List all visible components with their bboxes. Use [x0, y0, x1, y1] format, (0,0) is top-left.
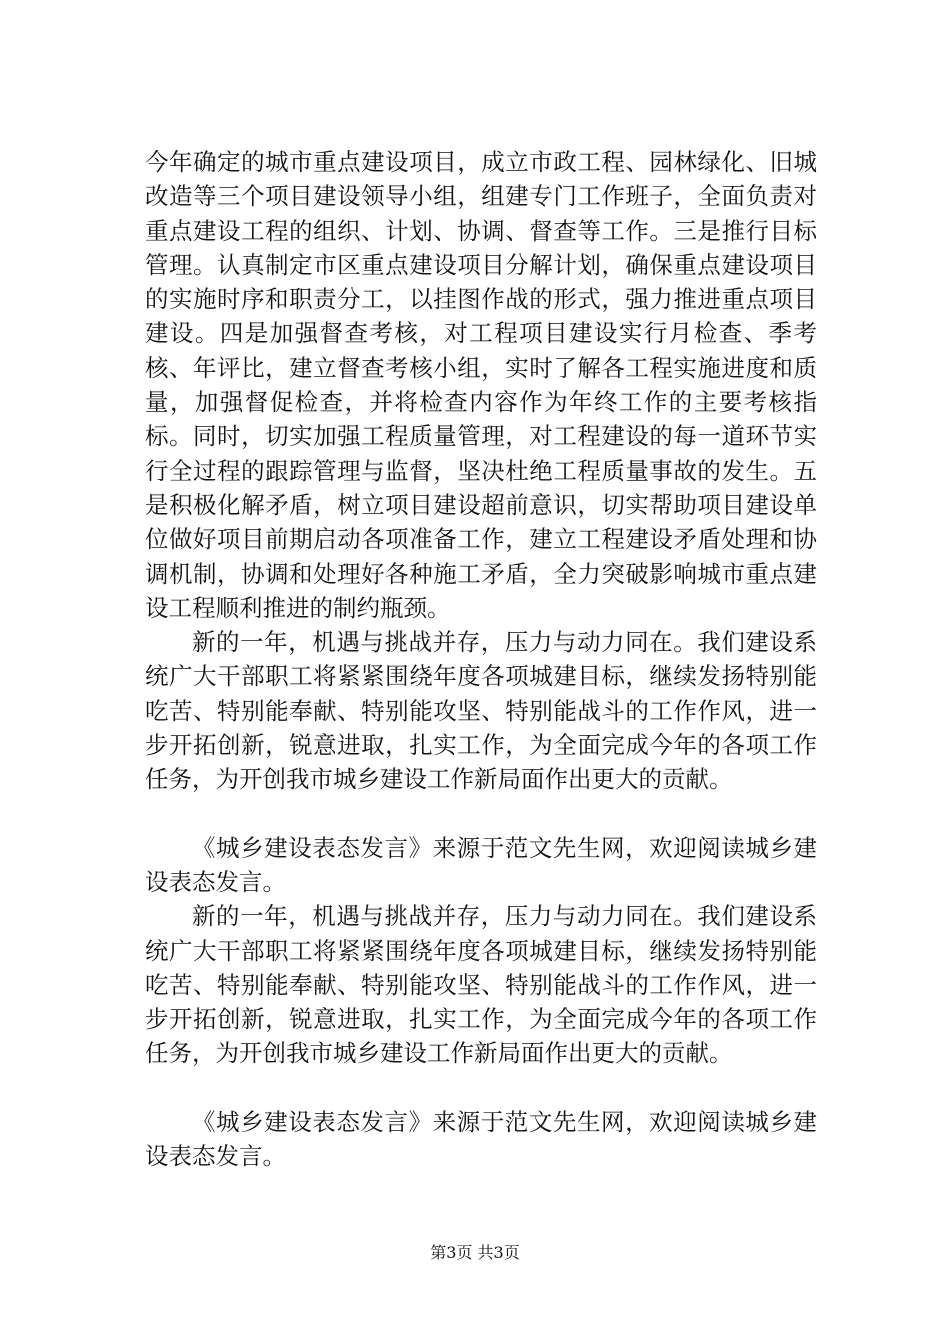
paragraph-gap — [145, 797, 817, 831]
paragraph-outlook: 新的一年，机遇与挑战并存，压力与动力同在。我们建设系统广大干部职工将紧紧围绕年度各项城建目标，继续发扬特别能吃苦、特别能奉献、特别能攻坚、特别能战斗的工作作风，进一步开拓创新，锐意进取，扎实工作，为全面完成今年的各项工作任务，为开创我市城乡建设工作新局面作出更大的贡献。 — [145, 628, 817, 794]
paragraph-gap — [145, 1071, 817, 1105]
paragraph-continuation: 今年确定的城市重点建设项目，成立市政工程、园林绿化、旧城改造等三个项目建设领导小组，组建专门工作班子，全面负责对重点建设工程的组织、计划、协调、督查等工作。三是推行目标管理。认真制定市区重点建设项目分解计划，确保重点建设项目的实施时序和职责分工，以挂图作战的形式，强力推进重点项目建设。四是加强督查考核，对工程项目建设实行月检查、季考核、年评比，建立督查考核小组，实时了解各工程实施进度和质量，加强督促检查，并将检查内容作为年终工作的主要考核指标。同时，切实加强工程质量管理，对工程建设的每一道环节实行全过程的跟踪管理与监督，坚决杜绝工程质量事故的发生。五是积极化解矛盾，树立项目建设超前意识，切实帮助项目建设单位做好项目前期启动各项准备工作，建立工程建设矛盾处理和协调机制，协调和处理好各种施工矛盾，全力突破影响城市重点建设工程顺利推进的制约瓶颈。 — [145, 148, 817, 622]
document-body — [145, 145, 817, 1173]
page-number-footer: 第3页 共3页 — [430, 1243, 520, 1262]
paragraph-source-note: 《城乡建设表态发言》来源于范文先生网，欢迎阅读城乡建设表态发言。 — [145, 833, 817, 896]
paragraph-outlook-repeat: 新的一年，机遇与挑战并存，压力与动力同在。我们建设系统广大干部职工将紧紧围绕年度各项城建目标，继续发扬特别能吃苦、特别能奉献、特别能攻坚、特别能战斗的工作作风，进一步开拓创新，锐意进取，扎实工作，为全面完成今年的各项工作任务，为开创我市城乡建设工作新局面作出更大的贡献。 — [145, 902, 817, 1068]
paragraph-source-note-repeat: 《城乡建设表态发言》来源于范文先生网，欢迎阅读城乡建设表态发言。 — [145, 1107, 817, 1171]
